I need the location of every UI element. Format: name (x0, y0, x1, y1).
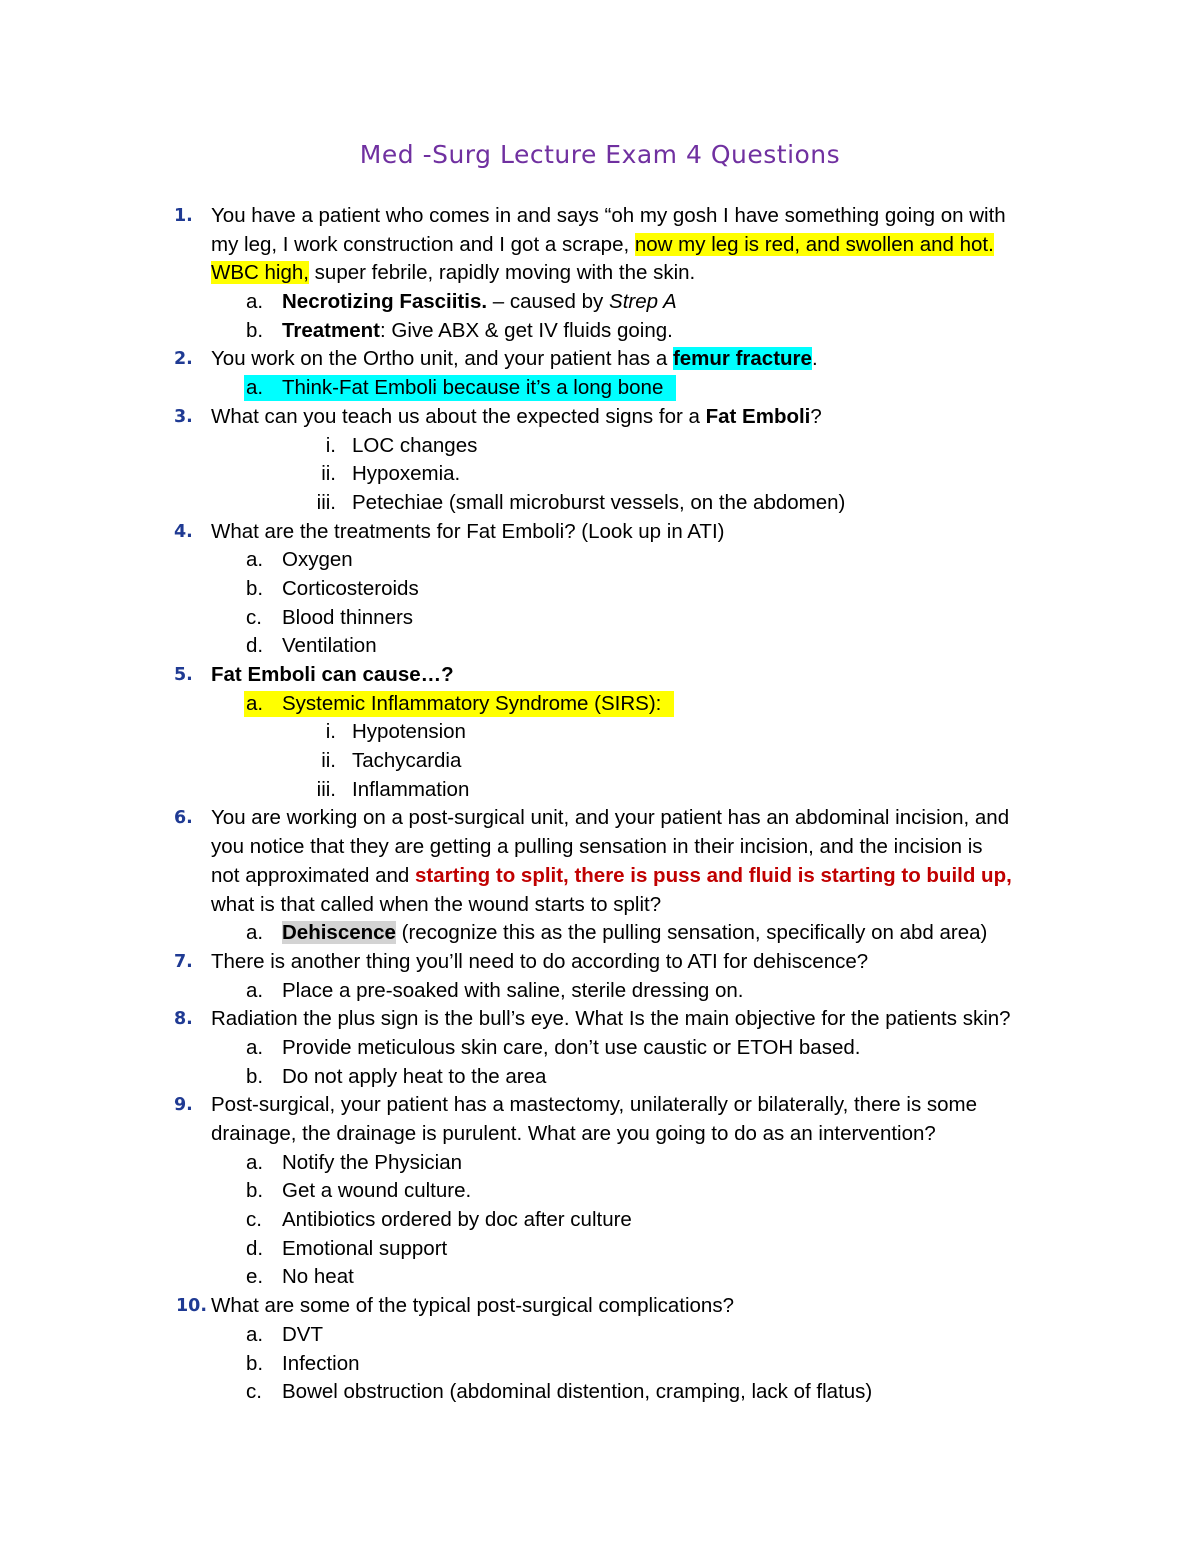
list-marker: a. (246, 376, 264, 400)
question-9 (0, 1091, 1200, 1120)
answer-item (0, 374, 1200, 403)
answer-item (0, 575, 1200, 604)
list-marker: a. (246, 1150, 264, 1174)
answer-text: Systemic Inflammatory Syndrome (SIRS): (282, 691, 662, 715)
list-marker: d. (246, 1236, 264, 1260)
answer-item (0, 317, 1200, 346)
list-marker: ii. (321, 462, 336, 486)
answer-text: Emotional support (282, 1236, 448, 1260)
sub-item (0, 776, 1200, 805)
sub-item-text: Hypoxemia. (352, 462, 461, 486)
list-marker: iii. (316, 777, 336, 801)
answer-item (0, 690, 1200, 719)
answer-text: Place a pre-soaked with saline, sterile dressing on. (282, 978, 744, 1002)
question-7 (0, 948, 1200, 977)
question-number: 9. (174, 1095, 193, 1116)
question-text-line (211, 345, 818, 374)
answer-text-line (282, 288, 677, 317)
answer-text: No heat (282, 1265, 354, 1289)
answer-item (0, 1034, 1200, 1063)
answer-item (0, 546, 1200, 575)
question-text: You work on the Ortho unit, and your patient has a (211, 347, 673, 371)
question-2 (0, 345, 1200, 374)
question-list (0, 202, 1200, 1407)
question-number: 1. (174, 206, 193, 226)
question-text-line (211, 259, 695, 288)
answer-text: Oxygen (282, 548, 353, 572)
sub-item (0, 489, 1200, 518)
highlighted-text: femur fracture (672, 347, 812, 371)
question-6-line-3 (0, 862, 1200, 891)
answer-item (0, 1235, 1200, 1264)
highlighted-text: now my leg is red, and swollen and hot. (634, 232, 994, 256)
answer-item (0, 1350, 1200, 1379)
answer-bold: Treatment (282, 318, 380, 342)
list-marker: i. (325, 720, 336, 744)
answer-text: Antibiotics ordered by doc after culture (282, 1208, 632, 1232)
question-text: ? (810, 404, 822, 428)
question-text-line (211, 862, 1012, 891)
question-number: 10. (176, 1296, 208, 1317)
question-text: my leg, I work construction and I got a scrape, (211, 232, 635, 256)
answer-item (0, 1206, 1200, 1235)
question-text: what is that called when the wound starts to split? (211, 892, 662, 916)
list-marker: a. (246, 1035, 264, 1059)
question-6-line-2 (0, 833, 1200, 862)
answer-item (0, 977, 1200, 1006)
answer-item (0, 1378, 1200, 1407)
list-marker: a. (246, 921, 264, 945)
list-marker: i. (325, 433, 336, 457)
question-9-line-2 (0, 1120, 1200, 1149)
question-text: Fat Emboli can cause…? (211, 663, 454, 686)
question-1-line-2 (0, 231, 1200, 260)
question-number: 4. (174, 521, 193, 542)
sub-item (0, 460, 1200, 489)
list-marker: c. (246, 1208, 262, 1232)
question-6-line-4 (0, 891, 1200, 920)
answer-text-line (282, 919, 987, 948)
list-marker: b. (246, 1064, 264, 1088)
question-6 (0, 804, 1200, 833)
question-1-line-3 (0, 259, 1200, 288)
question-text: you notice that they are getting a pulling sensation in their incision, and the incision is (211, 835, 983, 859)
question-3 (0, 403, 1200, 432)
list-marker: a. (246, 978, 264, 1002)
question-number: 5. (174, 665, 193, 685)
answer-text: Get a wound culture. (282, 1179, 472, 1203)
answer-text: Think-Fat Emboli because it’s a long bone (282, 376, 664, 400)
list-marker: a. (246, 1322, 264, 1346)
question-text: super febrile, rapidly moving with the skin. (308, 261, 696, 285)
sub-item-text: Inflammation (352, 777, 470, 801)
sub-item-text: LOC changes (352, 433, 478, 457)
question-text: What are some of the typical post-surgical complications? (211, 1294, 734, 1318)
question-number: 2. (174, 349, 193, 370)
question-10 (0, 1292, 1200, 1321)
highlighted-text: Dehiscence (282, 921, 396, 945)
answer-item (0, 632, 1200, 661)
list-marker: a. (246, 548, 264, 572)
question-text: There is another thing you’ll need to do according to ATI for dehiscence? (211, 949, 869, 973)
sub-item (0, 718, 1200, 747)
list-marker: c. (246, 1380, 262, 1404)
list-marker: a. (246, 290, 264, 314)
answer-text: Corticosteroids (282, 576, 419, 600)
question-number: 8. (174, 1009, 193, 1030)
answer-bold: Necrotizing Fasciitis. (282, 290, 488, 314)
sub-item (0, 747, 1200, 776)
answer-text: Do not apply heat to the area (282, 1064, 547, 1088)
question-text: You are working on a post-surgical unit, and your patient has an abdominal incision, and (211, 806, 1010, 830)
answer-item (0, 604, 1200, 633)
list-marker: b. (246, 1179, 264, 1203)
list-marker: e. (246, 1265, 264, 1289)
question-text: What are the treatments for Fat Emboli? (Look up in ATI) (211, 519, 725, 543)
answer-text: Bowel obstruction (abdominal distention, cramping, lack of flatus) (282, 1380, 873, 1404)
question-text: not approximated and (211, 863, 415, 887)
sub-item-text: Hypotension (352, 720, 466, 744)
question-bold: Fat Emboli (705, 404, 811, 428)
list-marker: b. (246, 318, 264, 342)
answer-item (0, 1149, 1200, 1178)
answer-text: Blood thinners (282, 605, 414, 629)
question-number: 7. (174, 951, 193, 972)
question-1 (0, 202, 1200, 231)
question-5 (0, 661, 1200, 690)
question-number: 3. (174, 406, 193, 427)
list-marker: c. (246, 605, 262, 629)
list-marker: d. (246, 634, 264, 658)
answer-item (0, 1263, 1200, 1292)
answer-text: – caused by (487, 290, 610, 314)
question-text-line (211, 231, 994, 260)
list-marker: ii. (321, 749, 336, 773)
answer-italic: Strep A (609, 290, 677, 314)
question-number: 6. (174, 808, 193, 829)
question-text: You have a patient who comes in and says “oh my gosh I have something going on with (211, 204, 1006, 227)
answer-text-line (282, 317, 673, 346)
highlighted-text: WBC high, (211, 261, 309, 285)
answer-text: Infection (282, 1351, 360, 1375)
emphasized-text: starting to split, there is puss and fluid is starting to build up, (415, 863, 1012, 887)
answer-item (0, 919, 1200, 948)
answer-text: Ventilation (282, 634, 377, 658)
answer-item (0, 288, 1200, 317)
question-text: Radiation the plus sign is the bull’s eye. What Is the main objective for the patients skin? (211, 1007, 1011, 1031)
question-4 (0, 518, 1200, 547)
answer-item (0, 1177, 1200, 1206)
question-text: drainage, the drainage is purulent. What are you going to do as an intervention? (211, 1122, 936, 1145)
question-text: . (811, 347, 818, 371)
question-text: What can you teach us about the expected signs for a (211, 404, 706, 428)
sub-item-text: Petechiae (small microburst vessels, on the abdomen) (352, 490, 846, 514)
list-marker: a. (246, 691, 264, 715)
answer-text: : Give ABX & get IV fluids going. (379, 318, 673, 342)
list-marker: b. (246, 576, 264, 600)
answer-text: Provide meticulous skin care, don’t use caustic or ETOH based. (282, 1035, 861, 1059)
list-marker: b. (246, 1351, 264, 1375)
page-title: Med -Surg Lecture Exam 4 Questions (359, 140, 841, 169)
answer-text: DVT (282, 1322, 323, 1346)
answer-item (0, 1321, 1200, 1350)
answer-text: Notify the Physician (282, 1150, 463, 1174)
question-8 (0, 1005, 1200, 1034)
answer-item (0, 1063, 1200, 1092)
question-text: Post-surgical, your patient has a mastectomy, unilaterally or bilaterally, there is some (211, 1093, 978, 1117)
list-marker: iii. (316, 490, 336, 514)
answer-text: (recognize this as the pulling sensation, specifically on abd area) (395, 921, 988, 945)
sub-item (0, 432, 1200, 461)
sub-item-text: Tachycardia (352, 749, 462, 773)
question-text-line (211, 403, 822, 432)
